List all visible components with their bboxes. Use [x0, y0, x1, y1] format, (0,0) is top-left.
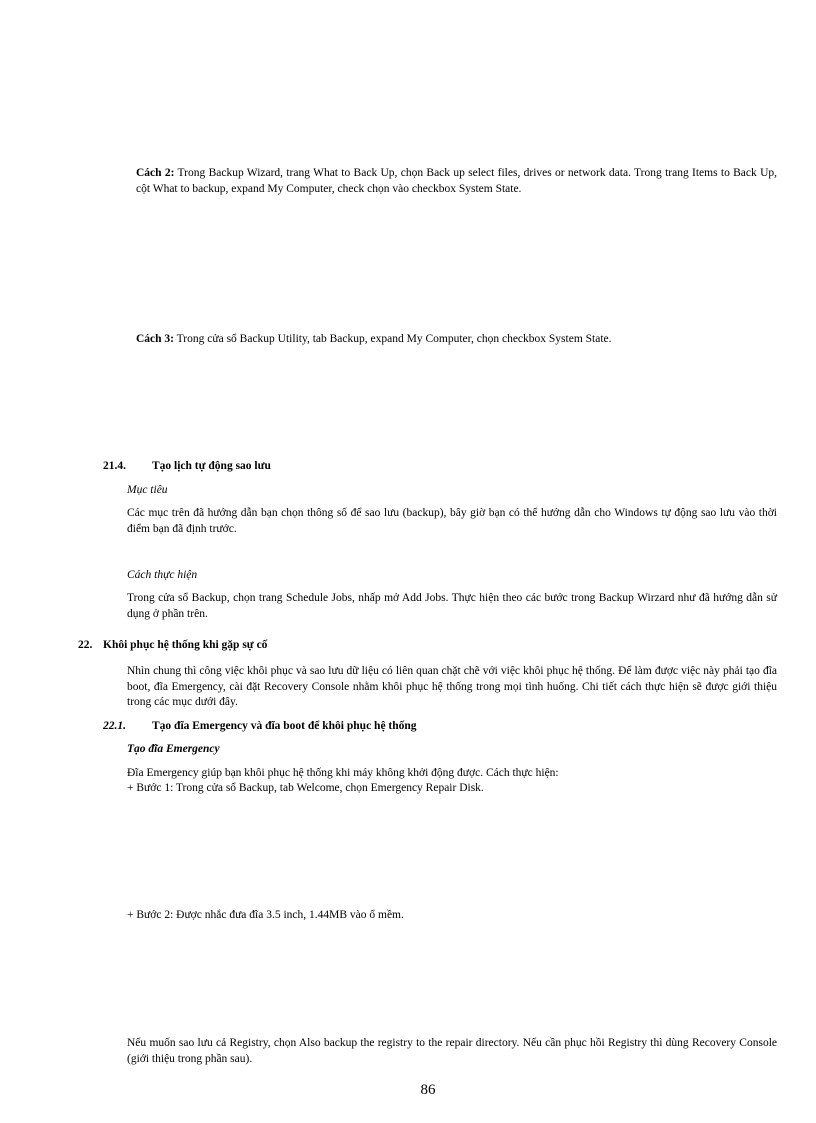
emergency-subtitle: Tạo đĩa Emergency — [127, 743, 220, 755]
section-22-1-number: 22.1. — [103, 720, 126, 732]
objective-paragraph: Các mục trên đã hướng dẫn bạn chọn thông số để sao lưu (backup), bây giờ bạn có thể hướng dẫn cho Windows tự động sao lưu vào thời điểm bạn đã định trước. — [127, 507, 777, 535]
cach-3-label: Cách 3: — [136, 333, 175, 345]
page-number: 86 — [420, 1082, 436, 1098]
registry-note: Nếu muốn sao lưu cả Registry, chọn Also backup the registry to the repair directory. Nếu cần phục hồi Registry thì dùng Recovery Console (giới thiệu trong phần sau). — [127, 1037, 777, 1065]
section-22-number: 22. — [78, 639, 93, 651]
section-22-title: Khôi phục hệ thống khi gặp sự cố — [103, 639, 268, 651]
cach-3-paragraph — [136, 332, 777, 348]
section-22-1-title: Tạo đĩa Emergency và đĩa boot để khôi phục hệ thống — [152, 720, 417, 732]
section-22-heading — [78, 638, 267, 654]
section-22-paragraph: Nhìn chung thì công việc khôi phục và sao lưu dữ liệu có liên quan chặt chẽ với việc khôi phục hệ thống. Để làm được việc này phải tạo đĩa boot, đĩa Emergency, cài đặt Recovery Console nhằm khôi phục hệ thống trong mọi tình huống. Chi tiết cách thực hiện sẽ được giới thiệu trong các mục dưới đây. — [127, 665, 777, 708]
step-2: + Bước 2: Được nhắc đưa đĩa 3.5 inch, 1.44MB vào ổ mềm. — [127, 909, 404, 921]
cach-2-text: Trong Backup Wizard, trang What to Back Up, chọn Back up select files, drives or network data. Trong trang Items to Back Up, cột What to backup, expand My Computer, check chọn vào checkbox System State. — [136, 167, 777, 195]
cach-2-paragraph — [136, 166, 777, 197]
section-21-4-number: 21.4. — [103, 460, 126, 472]
method-paragraph: Trong cửa sổ Backup, chọn trang Schedule Jobs, nhấp mở Add Jobs. Thực hiện theo các bước trong Backup Wirzard như đã hướng dẫn sử dụng ở phần trên. — [127, 592, 777, 620]
cach-3-text: Trong cửa sổ Backup Utility, tab Backup, expand My Computer, chọn checkbox System State. — [174, 333, 612, 345]
step-1: + Bước 1: Trong cửa sổ Backup, tab Welcome, chọn Emergency Repair Disk. — [127, 782, 484, 794]
objective-label: Mục tiêu — [127, 484, 168, 496]
section-21-4-heading — [103, 459, 271, 475]
section-22-1-heading — [103, 719, 417, 735]
section-21-4-title: Tạo lịch tự động sao lưu — [152, 460, 271, 472]
emergency-intro: Đĩa Emergency giúp bạn khôi phục hệ thống khi máy không khởi động được. Cách thực hiện: — [127, 767, 559, 779]
cach-2-label: Cách 2: — [136, 167, 175, 179]
method-label: Cách thực hiện — [127, 569, 198, 581]
